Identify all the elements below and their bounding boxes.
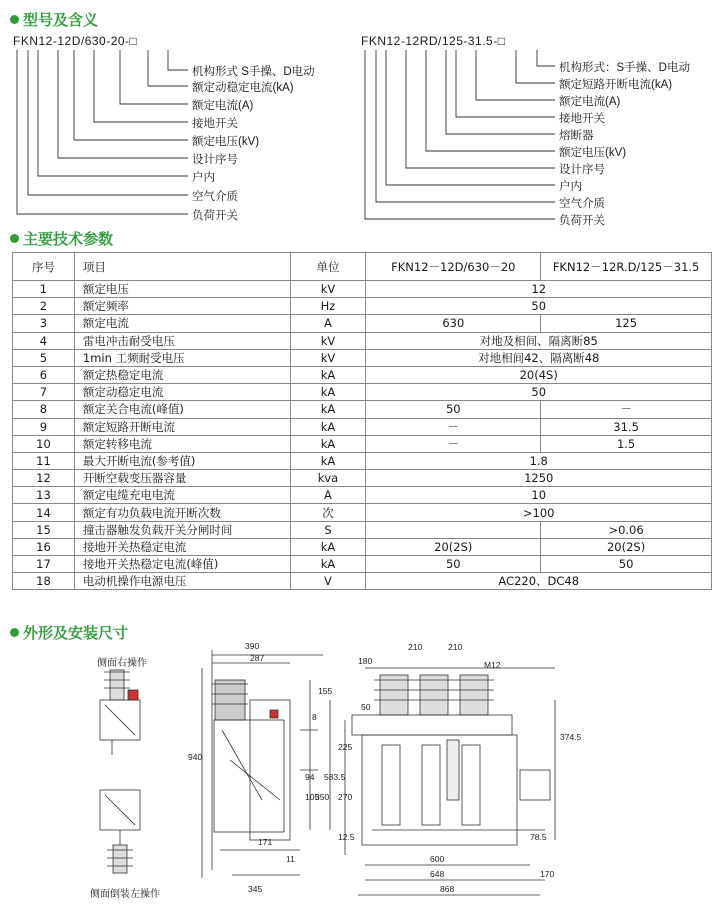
section-title-model: 型号及含义 — [10, 9, 98, 30]
cell-item: 额定频率 — [74, 298, 290, 315]
dim-text: 374.5 — [560, 732, 582, 742]
dim-text: 390 — [245, 641, 260, 651]
cell-value-b: 125 — [541, 315, 712, 332]
cell-value-a: － — [366, 435, 541, 452]
legend-left-0: 机构形式 S手操、D电动 — [192, 66, 315, 78]
cell-item: 开断空载变压器容量 — [74, 470, 290, 487]
header-model-b: FKN12－12R.D/125－31.5 — [541, 253, 712, 281]
cell-item: 电动机操作电源电压 — [74, 573, 290, 590]
small-switch-bottom-icon — [100, 790, 140, 873]
cell-unit: kA — [290, 366, 366, 383]
cell-unit: kA — [290, 384, 366, 401]
cell-no: 18 — [13, 573, 75, 590]
cell-item: 额定电压 — [74, 281, 290, 298]
legend-left-2: 额定电流(A) — [192, 100, 254, 112]
cell-no: 9 — [13, 418, 75, 435]
cell-item: 雷电冲击耐受电压 — [74, 332, 290, 349]
cell-value-a: － — [366, 418, 541, 435]
legend-left-5: 设计序号 — [192, 154, 238, 166]
dim-text: 12.5 — [338, 832, 355, 842]
model-code-right: FKN12-12RD/125-31.5-□ — [361, 34, 506, 48]
dim-text: 94 — [305, 772, 315, 782]
cell-item: 额定电流 — [74, 315, 290, 332]
cell-value-a: 50 — [366, 556, 541, 573]
cell-no: 11 — [13, 452, 75, 469]
cell-unit: S — [290, 521, 366, 538]
cell-no: 17 — [13, 556, 75, 573]
dim-text: 78.5 — [530, 832, 547, 842]
cell-no: 13 — [13, 487, 75, 504]
cell-item: 额定关合电流(峰值) — [74, 401, 290, 418]
dim-text: 350 — [315, 792, 330, 802]
dim-text: 648 — [430, 869, 445, 879]
cell-no: 4 — [13, 332, 75, 349]
cell-unit: kA — [290, 452, 366, 469]
header-no: 序号 — [13, 253, 75, 281]
cell-value-b: － — [541, 401, 712, 418]
dim-text: 50 — [361, 702, 371, 712]
dim-text: 105 — [305, 792, 320, 802]
cell-item: 额定电缆充电电流 — [74, 487, 290, 504]
dim-text: 155 — [318, 686, 333, 696]
legend-left-8: 负荷开关 — [192, 210, 238, 222]
section-title-dimensions: 外形及安装尺寸 — [10, 622, 128, 643]
cell-value-a: 20(2S) — [366, 538, 541, 555]
cell-value-b: >0.06 — [541, 521, 712, 538]
cell-item: 额定有功负载电流开断次数 — [74, 504, 290, 521]
cell-value-a: 50 — [366, 401, 541, 418]
legend-right-6: 设计序号 — [559, 164, 605, 176]
cell-unit: kA — [290, 556, 366, 573]
model-code-left: FKN12-12D/630-20-□ — [13, 34, 138, 48]
cell-no: 3 — [13, 315, 75, 332]
cell-item: 额定短路开断电流 — [74, 418, 290, 435]
cell-value-b: 1.5 — [541, 435, 712, 452]
cell-item: 接地开关热稳定电流(峰值) — [74, 556, 290, 573]
cell-unit: A — [290, 315, 366, 332]
dim-text: 225 — [338, 742, 353, 752]
legend-right-4: 熔断器 — [559, 130, 594, 142]
header-model-a: FKN12－12D/630－20 — [366, 253, 541, 281]
cell-no: 1 — [13, 281, 75, 298]
cell-unit: kV — [290, 281, 366, 298]
cell-value-a: 630 — [366, 315, 541, 332]
cell-item: 额定热稳定电流 — [74, 366, 290, 383]
cell-no: 15 — [13, 521, 75, 538]
dim-text: 345 — [248, 884, 263, 894]
dim-text: 171 — [258, 837, 273, 847]
dim-text: 868 — [440, 884, 455, 894]
small-switch-top-icon — [100, 670, 140, 755]
dim-text: 8 — [312, 712, 317, 722]
cell-no: 6 — [13, 366, 75, 383]
dim-text: 600 — [430, 854, 445, 864]
section-title-params: 主要技术参数 — [10, 228, 113, 249]
cell-no: 2 — [13, 298, 75, 315]
cell-no: 8 — [13, 401, 75, 418]
cell-unit: kA — [290, 401, 366, 418]
cell-item: 接地开关热稳定电流 — [74, 538, 290, 555]
caption-right-operation: 侧面右操作 — [97, 658, 147, 669]
cell-value-merged: 50 — [366, 384, 712, 401]
dim-text: 270 — [338, 792, 353, 802]
caption-inverted-left-operation: 侧面倒装左操作 — [90, 889, 160, 900]
legend-right-7: 户内 — [559, 181, 582, 193]
cell-no: 7 — [13, 384, 75, 401]
cell-item: 撞击器触发负载开关分闸时间 — [74, 521, 290, 538]
cell-no: 10 — [13, 435, 75, 452]
cell-unit: V — [290, 573, 366, 590]
legend-left-6: 户内 — [192, 172, 215, 184]
cell-value-b: 50 — [541, 556, 712, 573]
dim-text: 940 — [188, 752, 203, 762]
cell-no: 5 — [13, 349, 75, 366]
cell-value-b: 31.5 — [541, 418, 712, 435]
legend-right-9: 负荷开关 — [559, 215, 605, 227]
cell-unit: kV — [290, 349, 366, 366]
cell-value-merged: 对地相间42、隔离断48 — [366, 349, 712, 366]
cell-value-merged: 1250 — [366, 470, 712, 487]
cell-unit: A — [290, 487, 366, 504]
legend-right-0: 机构形式：S手操、D电动 — [559, 62, 690, 74]
dim-text: 170 — [540, 869, 555, 879]
legend-right-5: 额定电压(kV) — [559, 147, 627, 159]
cell-value-merged: AC220、DC48 — [366, 573, 712, 590]
dim-text: 583.5 — [324, 772, 346, 782]
dim-text: 11 — [286, 854, 295, 864]
dim-text: 287 — [250, 653, 265, 663]
header-item: 项目 — [74, 253, 290, 281]
cell-unit: kA — [290, 418, 366, 435]
cell-no: 16 — [13, 538, 75, 555]
cell-value-b: 20(2S) — [541, 538, 712, 555]
cell-value-merged: 10 — [366, 487, 712, 504]
legend-right-8: 空气介质 — [559, 198, 605, 210]
legend-right-1: 额定短路开断电流(kA) — [559, 79, 673, 91]
cell-unit: kA — [290, 435, 366, 452]
cell-value-merged: 对地及相间、隔离断85 — [366, 332, 712, 349]
cell-value-merged: 12 — [366, 281, 712, 298]
cell-value-merged: >100 — [366, 504, 712, 521]
cell-value-merged: 20(4S) — [366, 366, 712, 383]
cell-item: 最大开断电流(参考值) — [74, 452, 290, 469]
legend-left-1: 额定动稳定电流(kA) — [192, 82, 294, 94]
legend-left-7: 空气介质 — [192, 191, 238, 203]
cell-unit: kA — [290, 538, 366, 555]
cell-no: 12 — [13, 470, 75, 487]
cell-unit: kva — [290, 470, 366, 487]
cell-unit: 次 — [290, 504, 366, 521]
dim-text: 210 — [448, 642, 463, 652]
cell-value-merged: 1.8 — [366, 452, 712, 469]
legend-right-2: 额定电流(A) — [559, 96, 621, 108]
cell-item: 1min 工频耐受电压 — [74, 349, 290, 366]
dim-text: M12 — [484, 660, 501, 670]
cell-unit: Hz — [290, 298, 366, 315]
legend-left-3: 接地开关 — [192, 118, 238, 130]
dim-text: 180 — [358, 656, 373, 666]
header-unit: 单位 — [290, 253, 366, 281]
legend-right-3: 接地开关 — [559, 113, 605, 125]
side-view-dimensions — [188, 641, 332, 894]
cell-unit: kV — [290, 332, 366, 349]
cell-value-merged: 50 — [366, 298, 712, 315]
cell-no: 14 — [13, 504, 75, 521]
cell-item: 额定动稳定电流 — [74, 384, 290, 401]
cell-item: 额定转移电流 — [74, 435, 290, 452]
legend-left-4: 额定电压(kV) — [192, 136, 260, 148]
dim-text: 210 — [408, 642, 423, 652]
